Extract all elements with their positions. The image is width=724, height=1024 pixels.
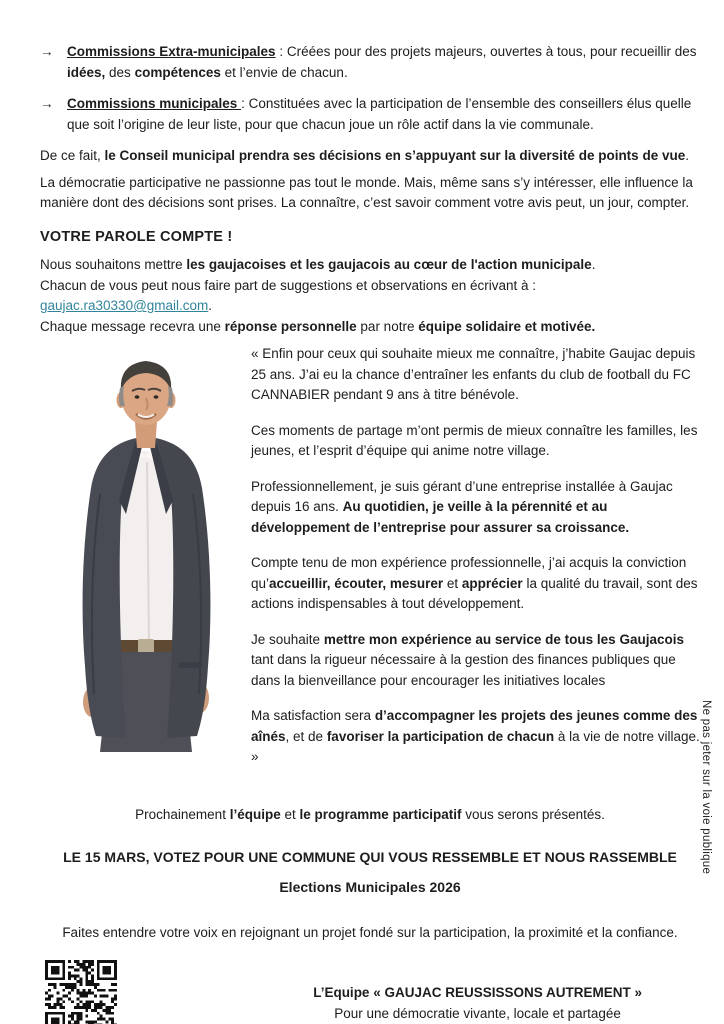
text-run: tant dans la rigueur nécessaire à la gestion des finances publiques que dans la bienveillance pour encourager les initiatives locales [251,652,676,688]
text-run: Au quotidien, je veille à la pérennité et au développement de l’entreprise pour assurer sa croissance. [251,499,630,535]
footer [40,960,700,1024]
paragraph-democratie [40,173,700,214]
quote-paragraph [251,477,700,539]
candidate-quote [245,344,700,783]
text-run: Commissions municipales [67,96,242,111]
text-run: . [208,298,213,313]
text-run: et [443,575,462,591]
text-run: à la vie de notre village. » [251,728,700,764]
text-run: compétences [134,64,221,80]
text-run: Je souhaite [251,631,324,647]
arrow-right-icon: → [40,96,54,111]
photo-and-quote-row [40,344,700,783]
text-run: Prochainement [135,806,230,822]
quote-paragraph [251,421,700,462]
elections-line: Elections Municipales 2026 [279,878,461,895]
text-run: Commissions Extra-municipales [67,44,276,59]
qr-code [45,960,117,1024]
text-run: l’équipe [229,806,281,822]
quote-paragraph [251,553,700,615]
text-run: la qualité du travail, sont des actions indispensables à tout développement. [251,575,698,611]
text-run: mettre mon expérience au service de tous les Gaujacois [323,631,684,647]
team-block [313,960,642,1024]
arrow-right-icon: → [40,44,54,59]
flyer-content [40,42,700,1024]
text-run: . [591,257,596,272]
text-run: vous serons présentés. [461,806,605,822]
text-run: . [685,148,689,163]
text-run: des [105,64,135,80]
team-name-line: L’Equipe « GAUJAC REUSSISSONS AUTREMENT » [313,984,642,1000]
text-run: idées, [67,64,106,80]
text-run: et l’envie de chacun. [220,64,348,80]
text-run: Ces moments de partage m’ont permis de mieux connaître les familles, les jeunes, et l’esprit d’équipe qui anime notre village. [251,422,698,458]
text-run: réponse personnelle [224,318,357,334]
quote-paragraph [251,706,700,768]
text-run: équipe solidaire et motivée. [418,318,596,334]
text-run: accueillir, écouter, mesurer [269,575,444,591]
text-run: , et de [285,728,327,744]
contact-line [40,255,700,276]
text-run: apprécier [461,575,523,591]
contact-line-email [40,276,700,317]
text-run: Chacun de vous peut nous faire part de suggestions et observations en écrivant à : [40,277,537,293]
text-run: le Conseil municipal prendra ses décisions en s’appuyant sur la diversité de points de vue [104,148,686,163]
join-call-line: Faites entendre votre voix en rejoignant un projet fondé sur la participation, la proximité et la confiance. [62,925,678,940]
team-slogan-line: Pour une démocratie vivante, locale et partagée [334,1005,621,1021]
text-run: De ce fait, [40,148,105,163]
paragraph-decision [40,146,700,167]
text-run: Compte tenu de mon expérience professionnelle, j’ai acquis la conviction qu’ [251,555,687,591]
text-run: Nous souhaitons mettre [40,257,187,272]
text-run: « Enfin pour ceux qui souhaite mieux me connaître, j’habite Gaujac depuis 25 ans. J’ai eu la chance d’entraîner les enfants du club de football du FC CANNABIER pendant 9 ans à titre bénévole. [251,346,696,402]
text-run: Professionnellement, je suis gérant d’une entreprise installée à Gaujac depuis 16 ans. [251,478,673,514]
text-run: d’accompagner les projets des jeunes comme des aînés [251,708,698,744]
text-run: Chaque message recevra une [40,318,225,334]
vote-call-line: LE 15 MARS, VOTEZ POUR UNE COMMUNE QUI VOUS RESSEMBLE ET NOUS RASSEMBLE [63,849,677,865]
bullet-text [67,42,700,83]
text-run: favoriser la participation de chacun [326,728,555,744]
quote-paragraph [251,344,700,406]
candidate-photo [40,344,245,752]
text-run: les gaujacoises et les gaujacois au cœur de l'action municipale [186,257,592,272]
text-run: La démocratie participative ne passionne pas tout le monde. Mais, même sans s’y intéresser, elle influence la manière dont des décisions sont prises. La connaître, c’est savoir comment votre avis peut, un jour, compter. [40,174,693,210]
contact-line [40,317,700,338]
bullet-commissions-municipales [40,94,700,135]
quote-paragraph [251,630,700,692]
text-run: et [280,806,300,822]
text-run: le programme participatif [299,806,462,822]
text-run: Ma satisfaction sera [251,708,375,723]
text-run: : Créées pour des projets majeurs, ouvertes à tous, pour recueillir des [275,44,697,59]
email-link[interactable]: gaujac.ra30330@gmail.com [40,298,209,313]
section-heading-votre-parole: VOTRE PAROLE COMPTE ! [40,228,233,245]
side-note-vertical: Ne pas jeter sur la voie publique [700,700,712,875]
announcement-line [40,805,700,826]
bullet-commissions-extra-municipales [40,42,700,83]
text-run: : Constituées avec la participation de l’ensemble des conseillers élus quelle que soit l’origine de leur liste, pour que chacun joue un rôle actif dans la vie communale. [67,96,692,132]
text-run: par notre [356,318,419,334]
bullet-text [67,94,700,135]
